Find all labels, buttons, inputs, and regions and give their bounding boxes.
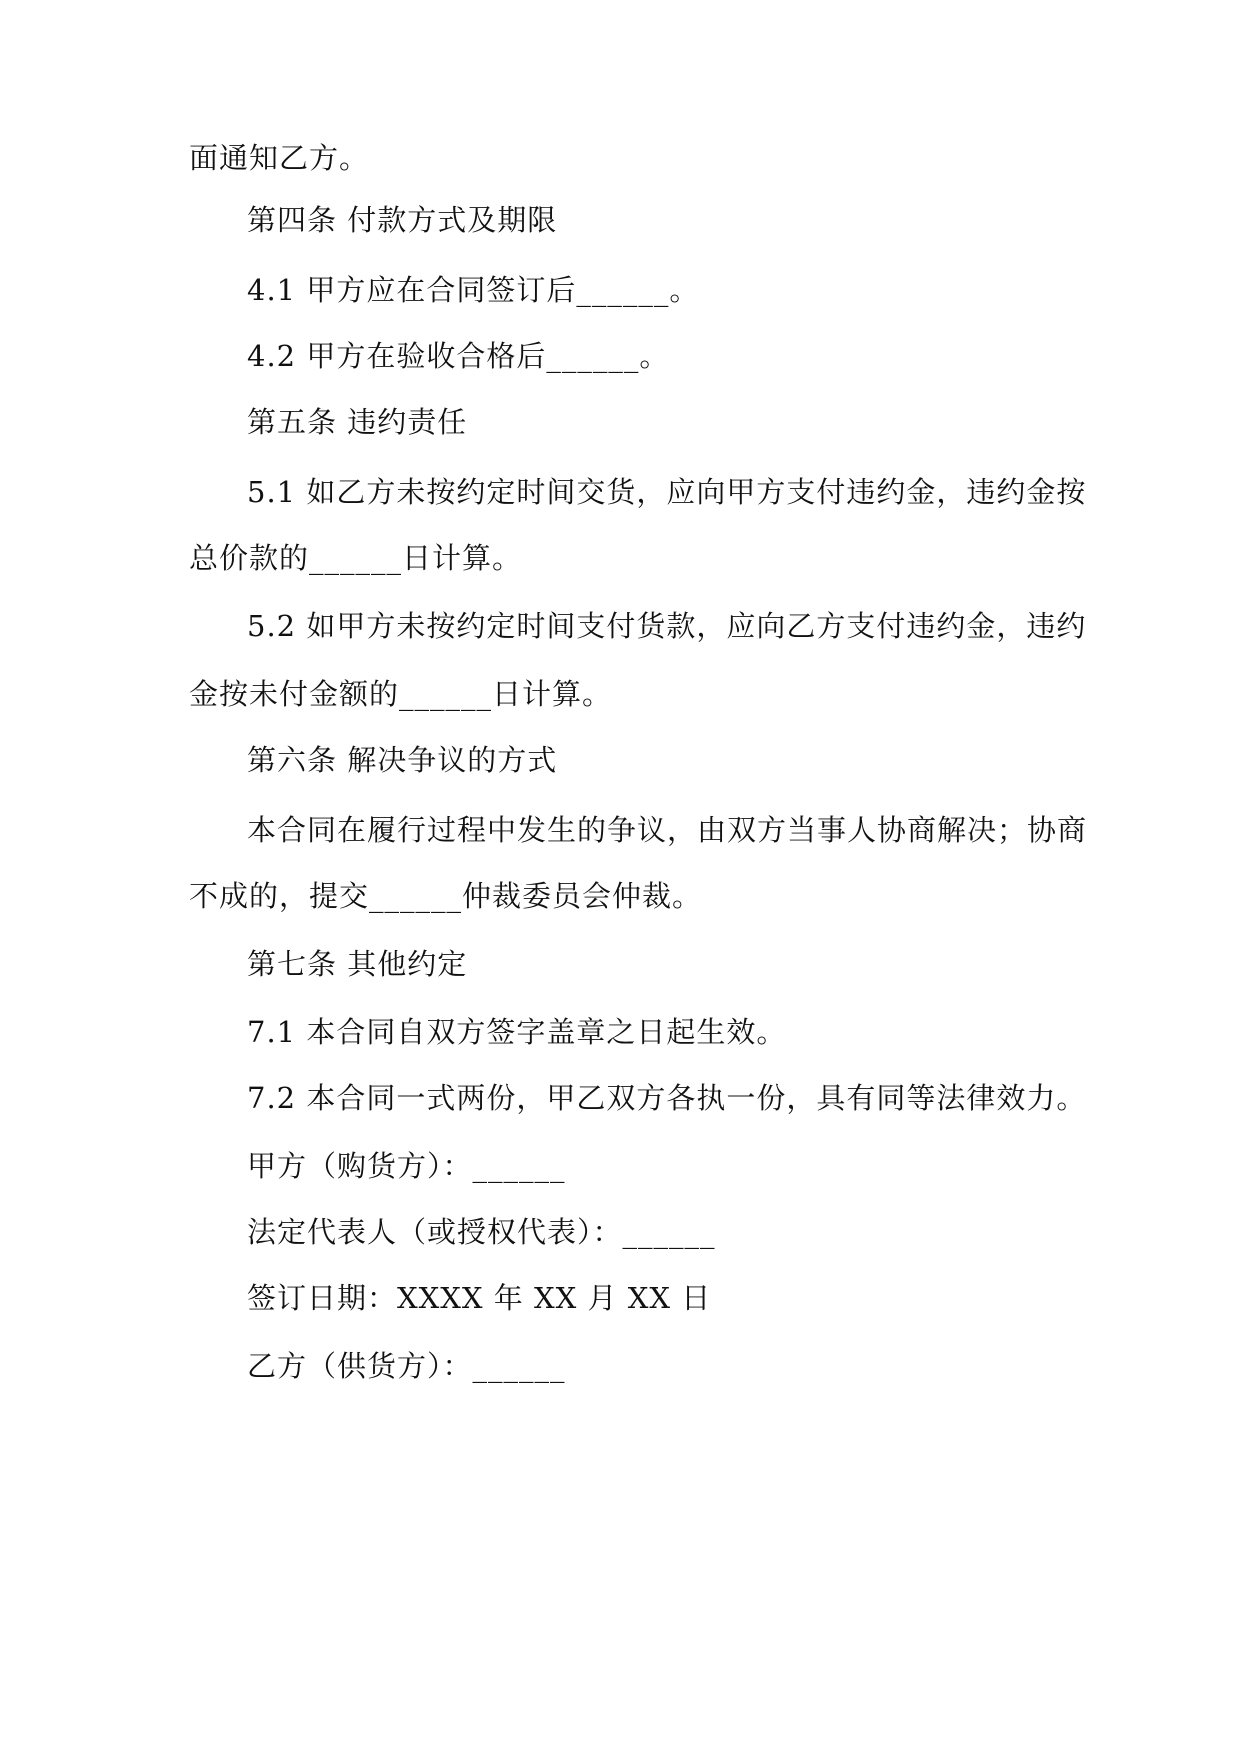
legal-representative-field: 法定代表人（或授权代表）：______ (247, 1215, 716, 1249)
party-b-field: 乙方（供货方）：______ (247, 1349, 566, 1383)
clause-7-2: 7.2 本合同一式两份，甲乙双方各执一份，具有同等法律效力。 (247, 1081, 1087, 1115)
paragraph-line-notify: 面通知乙方。 (189, 141, 370, 175)
signing-date-field: 签订日期：XXXX 年 XX 月 XX 日 (247, 1281, 712, 1315)
clause-5-1-line-1: 5.1 如乙方未按约定时间交货，应向甲方支付违约金，违约金按 (247, 475, 1087, 509)
article-6-heading: 第六条 解决争议的方式 (247, 743, 558, 777)
article-7-heading: 第七条 其他约定 (247, 947, 468, 981)
clause-4-2: 4.2 甲方在验收合格后______。 (247, 339, 670, 373)
clause-5-2-line-2: 金按未付金额的______日计算。 (189, 677, 613, 711)
party-a-field: 甲方（购货方）：______ (247, 1149, 566, 1183)
clause-4-1: 4.1 甲方应在合同签订后______。 (247, 273, 700, 307)
clause-7-1: 7.1 本合同自双方签字盖章之日起生效。 (247, 1015, 787, 1049)
clause-5-2-line-1: 5.2 如甲方未按约定时间支付货款，应向乙方支付违约金，违约 (247, 609, 1087, 643)
article-4-heading: 第四条 付款方式及期限 (247, 203, 558, 237)
article-6-body-line-1: 本合同在履行过程中发生的争议，由双方当事人协商解决；协商 (247, 813, 1088, 847)
article-6-body-line-2: 不成的，提交______仲裁委员会仲裁。 (189, 879, 703, 913)
article-5-heading: 第五条 违约责任 (247, 405, 468, 439)
clause-5-1-line-2: 总价款的______日计算。 (189, 541, 523, 575)
